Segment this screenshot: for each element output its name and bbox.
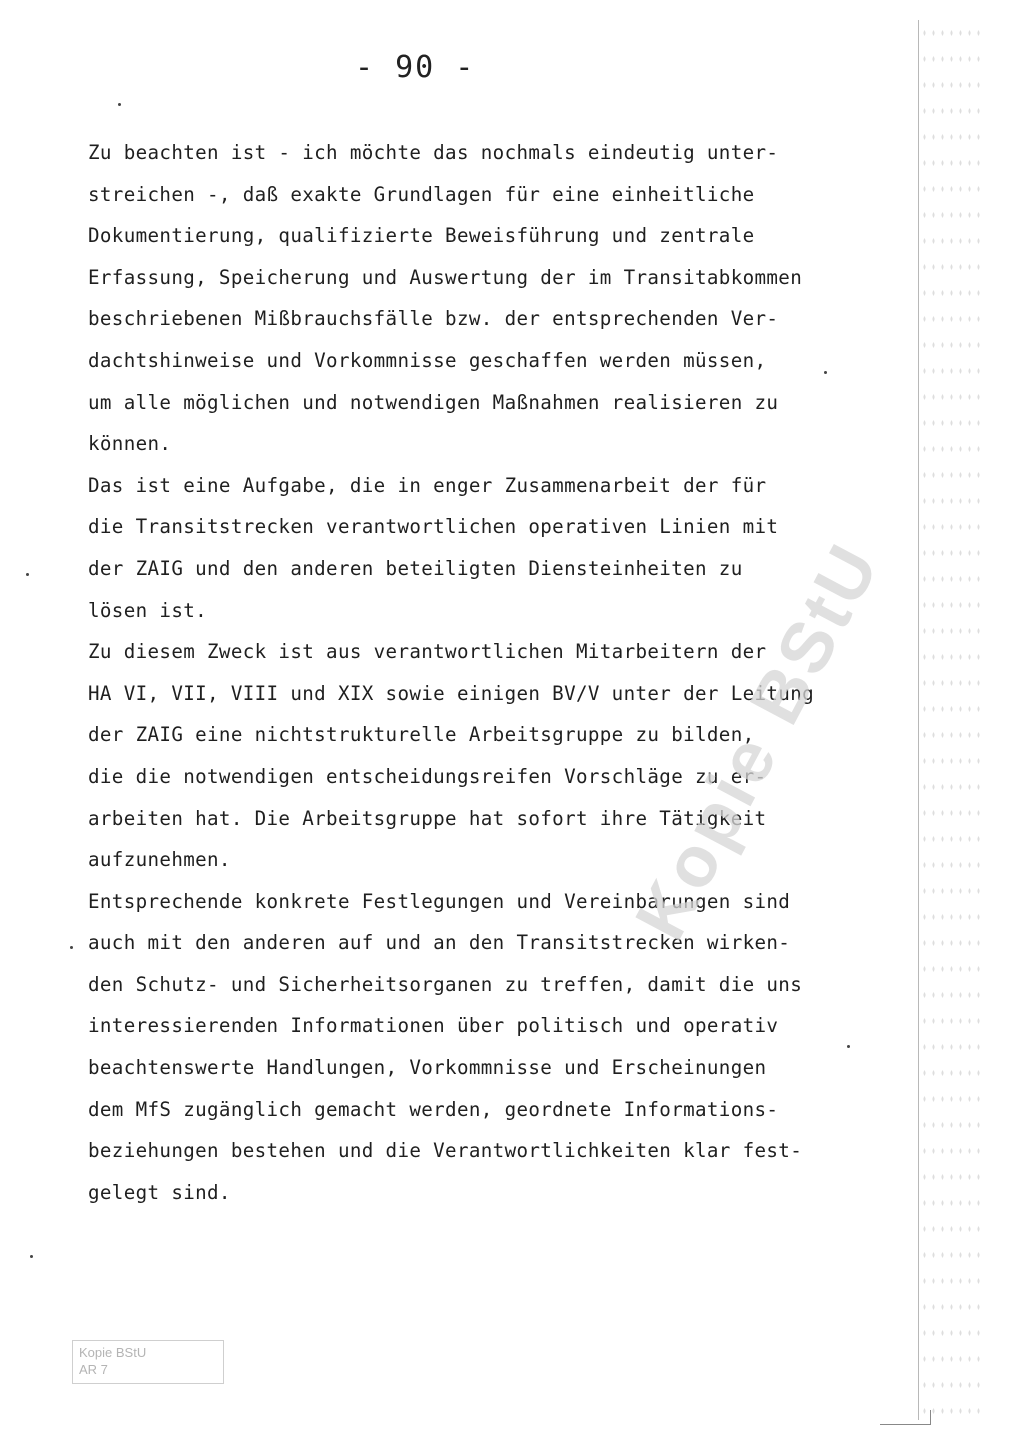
text-line: HA VI, VII, VIII und XIX sowie einigen BV/V unter der Leitung (88, 681, 815, 705)
text-line: Das ist eine Aufgabe, die in enger Zusammenarbeit der für (88, 473, 767, 497)
stamp-line-1: Kopie BStU (79, 1345, 147, 1360)
text-line: gelegt sind. (88, 1180, 231, 1204)
text-line: können. (88, 432, 172, 456)
copy-watermark: Kopie BStU (620, 529, 896, 953)
scan-speck (70, 946, 73, 949)
text-line: streichen -, daß exakte Grundlagen für eine einheitliche (88, 182, 755, 206)
scan-speck (26, 573, 29, 576)
stamp-line-2: AR 7 (79, 1362, 108, 1377)
text-line: auch mit den anderen auf und an den Transitstrecken wirken- (88, 931, 791, 955)
text-line: beziehungen bestehen und die Verantwortlichkeiten klar fest- (88, 1139, 803, 1163)
scan-speck (824, 371, 827, 374)
page-edge-line (918, 20, 919, 1420)
text-line: dachtshinweise und Vorkommnisse geschaffen werden müssen, (88, 348, 767, 372)
text-line: beachtenswerte Handlungen, Vorkommnisse und Erscheinungen (88, 1056, 767, 1080)
text-line: aufzunehmen. (88, 848, 231, 872)
text-line: der ZAIG eine nichtstrukturelle Arbeitsgruppe zu bilden, (88, 723, 755, 747)
scan-speck (30, 1255, 33, 1258)
text-line: lösen ist. (88, 598, 208, 622)
text-line: Zu beachten ist - ich möchte das nochmals eindeutig unter- (88, 141, 779, 164)
text-line: Erfassung, Speicherung und Auswertung der im Transitabkommen (88, 265, 803, 289)
text-line: der ZAIG und den anderen beteiligten Diensteinheiten zu (88, 556, 743, 580)
page-number: - 90 - (355, 50, 476, 85)
text-line: Entsprechende konkrete Festlegungen und Vereinbarungen sind (88, 889, 791, 913)
text-line: um alle möglichen und notwendigen Maßnahmen realisieren zu (88, 390, 779, 414)
scan-speck (847, 1045, 850, 1048)
text-line: Dokumentierung, qualifizierte Beweisführung und zentrale (88, 224, 755, 248)
text-line: dem MfS zugänglich gemacht werden, geordnete Informations- (88, 1097, 779, 1121)
text-line: die die notwendigen entscheidungsreifen Vorschläge zu er- (88, 764, 767, 788)
text-line: interessierenden Informationen über politisch und operativ (88, 1014, 779, 1038)
margin-mark (880, 1410, 931, 1425)
text-line: Zu diesem Zweck ist aus verantwortlichen Mitarbeitern der (88, 640, 767, 664)
archive-stamp (72, 1340, 224, 1384)
text-line: den Schutz- und Sicherheitsorganen zu treffen, damit die uns (88, 972, 803, 996)
page-edge-marks (920, 20, 980, 1420)
text-line: beschriebenen Mißbrauchsfälle bzw. der entsprechenden Ver- (88, 307, 779, 331)
scan-speck (118, 103, 121, 106)
text-line: die Transitstrecken verantwortlichen operativen Linien mit (88, 515, 779, 539)
text-line: arbeiten hat. Die Arbeitsgruppe hat sofort ihre Tätigkeit (88, 806, 767, 830)
